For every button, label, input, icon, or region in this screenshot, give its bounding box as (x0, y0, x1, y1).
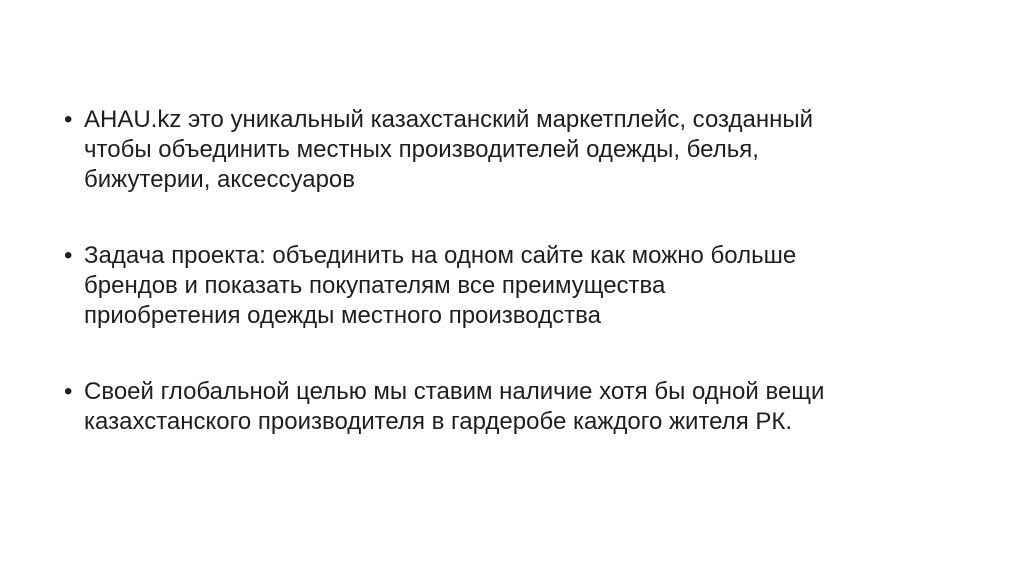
bullet-item-about (64, 105, 964, 195)
bullet-list (64, 105, 964, 437)
bullet-text (84, 241, 964, 331)
bullet-item-task (64, 241, 964, 331)
bullet-line: бижутерии, аксессуаров (84, 166, 356, 193)
bullet-item-goal (64, 377, 964, 437)
bullet-marker: • (64, 242, 73, 269)
bullet-line: казахстанского производителя в гардеробе каждого жителя РК. (84, 408, 793, 435)
bullet-line: чтобы объединить местных производителей одежды, белья, (84, 136, 759, 163)
bullet-marker: • (64, 378, 73, 405)
bullet-line: брендов и показать покупателям все преимущества (84, 272, 666, 299)
bullet-text (84, 377, 964, 437)
bullet-line: AHAU.kz это уникальный казахстанский маркетплейс, созданный (84, 106, 814, 133)
bullet-text (84, 105, 964, 195)
bullet-line: приобретения одежды местного производства (84, 302, 601, 329)
bullet-line: Задача проекта: объединить на одном сайте как можно больше (84, 242, 797, 269)
bullet-marker: • (64, 106, 73, 133)
bullet-line: Своей глобальной целью мы ставим наличие хотя бы одной вещи (84, 378, 825, 405)
